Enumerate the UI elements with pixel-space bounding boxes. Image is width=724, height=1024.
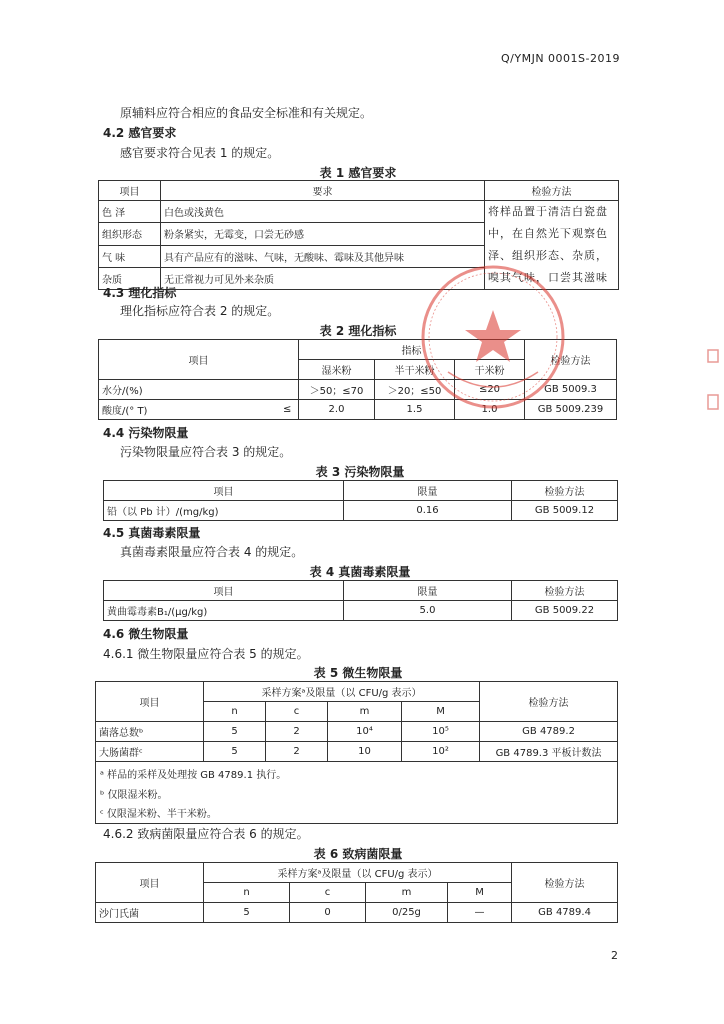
table6-caption: 表 6 致病菌限量 [313,847,403,861]
table-cell: 2 [266,722,328,742]
table-header-cell: 半干米粉 [375,360,455,380]
section-4-3-heading: 4.3 理化指标 [103,286,177,300]
table-header-cell: 检验方法 [512,481,618,501]
table-row [104,601,618,621]
table-cell: GB 5009.22 [512,601,618,621]
section-4-3-text: 理化指标应符合表 2 的规定。 [120,304,280,318]
table-cell: ≤20 [455,380,525,400]
table-cell: 黄曲霉毒素B₁/(μg/kg) [104,601,344,621]
table-header-cell: 项目 [104,581,344,601]
table-header-cell: 指标 [299,340,525,360]
table-header-cell: 采样方案ᵃ及限量（以 CFU/g 表示） [204,863,512,883]
section-4-5-heading: 4.5 真菌毒素限量 [103,526,201,540]
table-cell: ＞20；≤50 [375,380,455,400]
table-header-cell: 采样方案ᵃ及限量（以 CFU/g 表示） [204,682,480,702]
table6 [95,862,618,923]
table5-note-b: ᵇ 仅限湿米粉。 [100,790,168,801]
table-cell: 具有产品应有的滋味、气味，无酸味、霉味及其他异味 [161,245,485,267]
table2-caption: 表 2 理化指标 [319,324,397,338]
section-4-4-text: 污染物限量应符合表 3 的规定。 [120,445,292,459]
table-header-cell: 项目 [104,481,344,501]
table-cell: GB 5009.3 [525,380,617,400]
table-cell: 白色或浅黄色 [161,201,485,223]
seal-edge-fragment-icon [706,345,720,425]
table-cell: 铅（以 Pb 计）/(mg/kg) [104,501,344,521]
intro-text: 原辅料应符合相应的食品安全标准和有关规定。 [120,106,373,120]
table-cell: 10⁵ [402,722,480,742]
table3 [103,480,618,521]
table-header-cell: 检验方法 [480,682,618,722]
table4-caption: 表 4 真菌毒素限量 [309,565,411,579]
table-row [96,903,618,923]
table-cell: — [448,903,512,923]
table-row [104,481,618,501]
table-header-cell: 湿米粉 [299,360,375,380]
table-header-cell: 限量 [344,581,512,601]
table-cell: 2.0 [299,400,375,420]
table-cell: 5.0 [344,601,512,621]
table1-caption: 表 1 感官要求 [319,166,397,180]
table-cell: 10⁴ [328,722,402,742]
table-cell: 2 [266,742,328,762]
table-cell: ≤ [277,400,299,420]
table-cell: 1.0 [455,400,525,420]
table-cell: 酸度/(° T) [99,400,277,420]
table-header-cell: 项目 [96,863,204,903]
table-cell: 大肠菌群ᶜ [96,742,204,762]
table-header-cell: 干米粉 [455,360,525,380]
table-cell: 0/25g [366,903,448,923]
document-code: Q/YMJN 0001S-2019 [501,52,620,65]
table-header-cell: 项目 [99,181,161,201]
table-header-cell: 项目 [96,682,204,722]
table-cell: 色 泽 [99,201,161,223]
table-cell: 5 [204,903,290,923]
table5-note-a: ᵃ 样品的采样及处理按 GB 4789.1 执行。 [100,770,287,781]
table-cell: GB 4789.3 平板计数法 [480,742,618,762]
table3-caption: 表 3 污染物限量 [315,465,405,479]
table-header-cell: 检验方法 [512,581,618,601]
table-row [96,742,618,762]
table5 [95,681,618,762]
table-header-cell: M [448,883,512,903]
table-row [96,863,618,883]
table-header-cell: M [402,702,480,722]
table1-method-cell: 将样品置于清洁白瓷盘中，在自然光下观察色泽、组织形态、杂质，嗅其气味，口尝其滋味 [485,201,619,290]
table-header-cell: n [204,883,290,903]
table-row [99,181,619,201]
table5-notes-box [95,761,618,824]
page-number: 2 [611,949,618,962]
table-cell: 组织形态 [99,223,161,245]
table-row [99,201,619,223]
section-4-2-heading: 4.2 感官要求 [103,126,177,140]
table-cell: GB 4789.2 [480,722,618,742]
table-cell: 气 味 [99,245,161,267]
table-row [96,722,618,742]
table5-caption: 表 5 微生物限量 [313,666,403,680]
table-cell: 5 [204,722,266,742]
table-header-cell: c [266,702,328,722]
table-header-cell: 项目 [99,340,299,380]
table-header-cell: m [366,883,448,903]
section-4-6-1-text: 4.6.1 微生物限量应符合表 5 的规定。 [103,647,309,661]
section-4-2-text: 感官要求符合见表 1 的规定。 [120,146,280,160]
table-cell: 杂质 [99,267,161,289]
table-cell: GB 5009.239 [525,400,617,420]
table-cell: 粉条紧实，无霉变，口尝无砂感 [161,223,485,245]
table-row [104,581,618,601]
section-4-6-2-text: 4.6.2 致病菌限量应符合表 6 的规定。 [103,827,309,841]
table-cell: 1.5 [375,400,455,420]
table-header-cell: m [328,702,402,722]
table-cell: ＞50；≤70 [299,380,375,400]
table-cell: 10² [402,742,480,762]
table-cell: 0.16 [344,501,512,521]
table-cell: 沙门氏菌 [96,903,204,923]
table-cell: 10 [328,742,402,762]
section-4-4-heading: 4.4 污染物限量 [103,426,189,440]
official-seal-icon [418,262,568,412]
table-header-cell: c [290,883,366,903]
table-cell: 水分/(%) [99,380,299,400]
table5-note-c: ᶜ 仅限湿米粉、半干米粉。 [100,809,217,820]
table-cell: 5 [204,742,266,762]
table4 [103,580,618,621]
section-4-5-text: 真菌毒素限量应符合表 4 的规定。 [120,545,304,559]
section-4-6-heading: 4.6 微生物限量 [103,627,189,641]
table-cell: 菌落总数ᵇ [96,722,204,742]
table-header-cell: 检验方法 [525,340,617,380]
table-header-cell: 限量 [344,481,512,501]
table-cell: GB 5009.12 [512,501,618,521]
table-header-cell: 要求 [161,181,485,201]
table-cell: 无正常视力可见外来杂质 [161,267,485,289]
table-row [96,682,618,702]
table-header-cell: n [204,702,266,722]
table-row [104,501,618,521]
table-header-cell: 检验方法 [512,863,618,903]
table-cell: GB 4789.4 [512,903,618,923]
table-header-cell: 检验方法 [485,181,619,201]
table-cell: 0 [290,903,366,923]
